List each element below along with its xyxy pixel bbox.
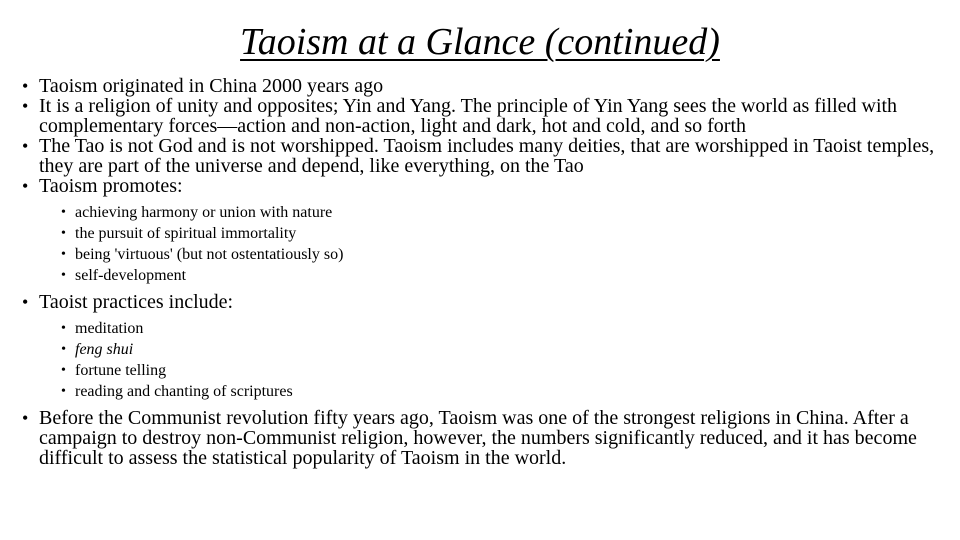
- sub-bullet-item: • fortune telling: [61, 360, 942, 381]
- slide-title-text: Taoism at a Glance (continued): [240, 21, 720, 63]
- bullet-text: • Taoism promotes:: [39, 175, 183, 197]
- slide-title: [0, 18, 960, 66]
- bullet-text: • Taoism originated in China 2000 years ago: [39, 75, 384, 97]
- bullet-item: [22, 408, 942, 468]
- promotes-list: [39, 202, 942, 286]
- bullet-item: [22, 76, 942, 96]
- bullet-text: • The Tao is not God and is not worshipped. Taoism includes many deities, that are worshipped in Taoist temples, they are part of the universe and depend, like everything, on the Tao: [39, 135, 935, 177]
- sub-bullet-item: • reading and chanting of scriptures: [61, 381, 942, 402]
- bullet-list: [22, 76, 942, 468]
- bullet-item: [22, 292, 942, 402]
- slide-body: [22, 76, 942, 468]
- sub-bullet-item: • meditation: [61, 318, 942, 339]
- bullet-item: [22, 176, 942, 286]
- sub-bullet-item: • being 'virtuous' (but not ostentatiously so): [61, 244, 942, 265]
- sub-bullet-item: • achieving harmony or union with nature: [61, 202, 942, 223]
- practices-list: [39, 318, 942, 402]
- sub-bullet-item: • self-development: [61, 265, 942, 286]
- bullet-item: [22, 136, 942, 176]
- bullet-text: • It is a religion of unity and opposites; Yin and Yang. The principle of Yin Yang sees the world as filled with complementary forces—action and non-action, light and dark, hot and cold, and so forth: [39, 95, 898, 137]
- bullet-text: • Taoist practices include:: [39, 291, 234, 313]
- bullet-text: • Before the Communist revolution fifty years ago, Taoism was one of the strongest religions in China. After a campaign to destroy non-Communist religion, however, the numbers significantly reduced, and it has become difficult to assess the statistical popularity of Taoism in the world.: [39, 407, 917, 469]
- sub-bullet-item: • feng shui: [61, 339, 942, 360]
- bullet-item: [22, 96, 942, 136]
- sub-bullet-item: • the pursuit of spiritual immortality: [61, 223, 942, 244]
